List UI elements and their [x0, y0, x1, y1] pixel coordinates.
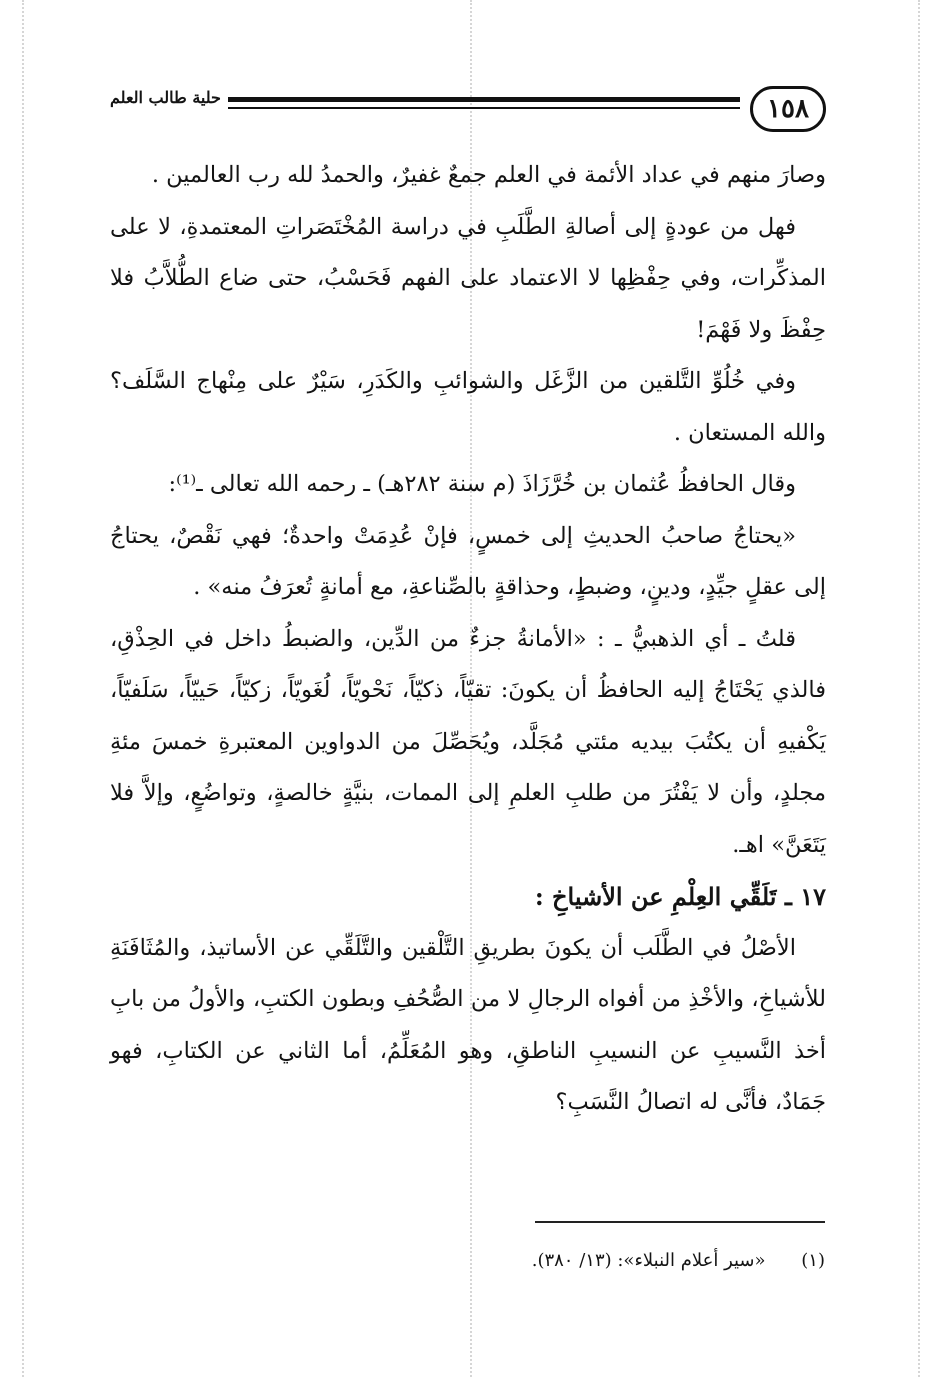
footnote-text: «سير أعلام النبلاء»: (١٣/ ٣٨٠).	[531, 1250, 766, 1271]
page-number: ١٥٨	[750, 86, 826, 132]
header-rule-thin	[228, 107, 740, 109]
main-text	[110, 150, 826, 1129]
paragraph-2: فهل من عودةٍ إلى أصالةِ الطَّلَبِ في دراسة المُخْتَصَراتِ المعتمدةِ، لا على المذكِّرات، وفي حِفْظِها لا الاعتماد على الفهم فَحَسْبُ، حتى ضاع الطُّلاَّبُ فلا حِفْظَ ولا فَهْمَ!	[110, 213, 826, 343]
footnote	[225, 1250, 825, 1271]
header-rule-thick	[228, 97, 740, 102]
quote-paragraph: «يحتاجُ صاحبُ الحديثِ إلى خمسٍ، فإنْ عُدِمَتْ واحدةٌ؛ فهي نَقْصٌ، يحتاجُ إلى عقلٍ جيِّدٍ، ودينٍ، وضبطٍ، وحذاقةٍ بالصِّناعةِ، مع أمانةٍ تُعرَفُ منه» .	[110, 522, 826, 600]
paragraph-7: الأصْلُ في الطَّلَب أن يكونَ بطريقِ التَّلْقين والتَّلَقِّي عن الأساتيذ، والمُثَافَنَةِ للأشياخِ، والأخْذِ من أفواه الرجالِ لا من الصُّحُفِ وبطون الكتبِ، والأولُ من بابِ أخذ النَّسيبِ عن النسيبِ الناطقِ، وهو المُعَلِّمُ، أما الثاني عن الكتابِ، فهو جَمَادٌ، فأنَّى له اتصالُ النَّسَبِ؟	[110, 934, 826, 1115]
book-title: حلية طالب العلم	[110, 88, 221, 107]
paragraph-4: وقال الحافظُ عُثمان بن خُرَّزَاذَ (م سنة ٢٨٢هـ) ـ رحمه الله تعالى ـ⁽¹⁾:	[168, 471, 796, 497]
page-header	[110, 86, 826, 132]
footnote-separator	[535, 1221, 825, 1223]
footnote-number: (١)	[801, 1250, 825, 1271]
scan-dots-left	[22, 0, 24, 1377]
paragraph-3: وفي خُلُوِّ التَّلقين من الزَّغَل والشوائبِ والكَدَرِ، سَيْرٌ على مِنْهاج السَّلَف؟ والله المستعان .	[110, 368, 826, 446]
paragraph-6: قلتُ ـ أي الذهبيُّ ـ : «الأمانةُ جزءٌ من الدِّين، والضبطُ داخل في الحِذْقِ، فالذي يَحْتَاجُ إليه الحافظُ أن يكونَ: تقيّاً، ذكيّاً، نَحْويّاً، لُغَويّاً، زكيّاً، حَييّاً، سَلَفيّاً، يَكْفيهِ أن يكتُبَ بيديه مئتي مُجَلَّد، ويُحَصِّلَ من الدواوين المعتبرةِ خمسَ مئةِ مجلدٍ، وأن لا يَفْتُرَ من طلبِ العلمِ إلى الممات، بنيَّةٍ خالصةٍ، وتواضُعٍ، وإلاَّ فلا يَتَعَنَّ» اهـ.	[110, 625, 826, 858]
section-heading: ١٧ ـ تَلَقِّي العِلْمِ عن الأشياخِ :	[534, 882, 826, 911]
scan-dots-right	[918, 0, 920, 1377]
paragraph-1: وصارَ منهم في عداد الأئمة في العلم جمعٌ غفيرٌ، والحمدُ لله رب العالمين .	[151, 162, 826, 188]
